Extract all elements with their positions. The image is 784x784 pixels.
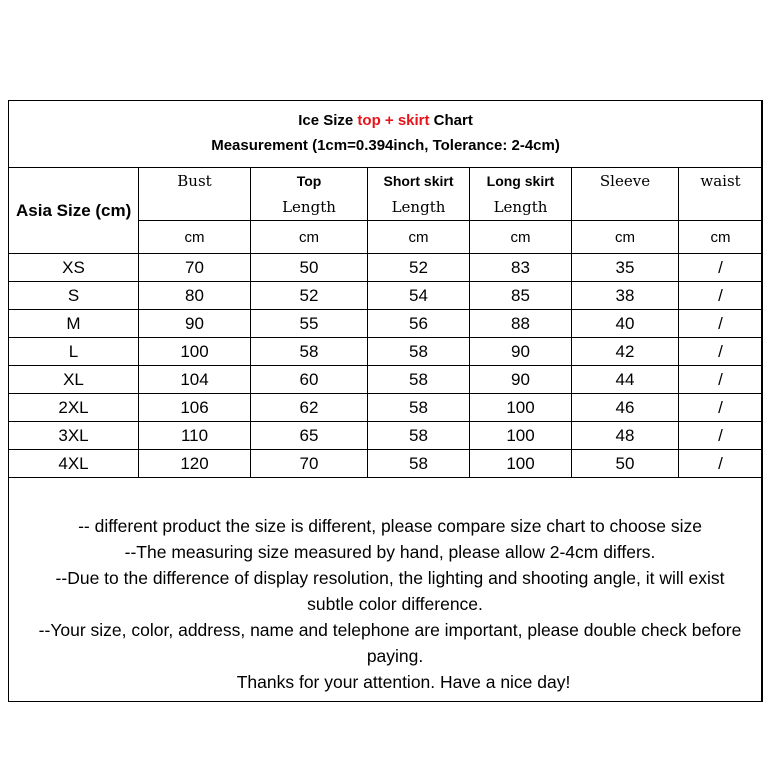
table-row: [9, 394, 763, 422]
measure-cell: 104: [139, 366, 251, 394]
measure-cell: 100: [470, 422, 572, 450]
measure-cell: /: [679, 254, 763, 282]
note-line: --Your size, color, address, name and telephone are important, please double check before: [38, 619, 742, 640]
table-row: [9, 450, 763, 478]
col-header-sleeve: Sleeve: [572, 168, 679, 221]
measure-cell: 120: [139, 450, 251, 478]
measure-cell: 83: [470, 254, 572, 282]
measure-cell: 52: [368, 254, 470, 282]
note-line: --Due to the difference of display resolution, the lighting and shooting angle, it will exist: [55, 567, 725, 588]
measure-cell: 90: [470, 366, 572, 394]
table-row: [9, 310, 763, 338]
measure-cell: /: [679, 282, 763, 310]
note-line: -- different product the size is different, please compare size chart to choose size: [78, 515, 702, 536]
unit-cell: cm: [251, 221, 368, 254]
measure-cell: 50: [572, 450, 679, 478]
chart-title-line1: [9, 109, 762, 133]
measure-cell: 70: [139, 254, 251, 282]
title-highlight: top + skirt: [357, 112, 430, 129]
unit-cell: cm: [139, 221, 251, 254]
measure-cell: 48: [572, 422, 679, 450]
table-row: [9, 282, 763, 310]
table-body: [9, 254, 763, 478]
size-chart-table: [8, 100, 763, 702]
size-label-cell: XL: [9, 366, 139, 394]
table-row: [9, 366, 763, 394]
measure-cell: 40: [572, 310, 679, 338]
col-header-bust: Bust: [139, 168, 251, 221]
note-line: --The measuring size measured by hand, please allow 2-4cm differs.: [124, 541, 656, 562]
thanks-line: Thanks for your attention. Have a nice day!: [236, 671, 571, 692]
col-header-waist: waist: [679, 168, 763, 221]
unit-cell: cm: [679, 221, 763, 254]
notes-block: [9, 485, 762, 695]
notes-cell: [9, 478, 763, 702]
measure-cell: 110: [139, 422, 251, 450]
title-prefix: Ice Size: [298, 112, 358, 129]
measure-cell: 50: [251, 254, 368, 282]
measure-cell: 100: [470, 450, 572, 478]
measure-cell: 58: [368, 394, 470, 422]
title-suffix: Chart: [429, 112, 473, 129]
unit-cell: cm: [470, 221, 572, 254]
table-row: [9, 338, 763, 366]
measure-cell: 62: [251, 394, 368, 422]
measure-cell: 58: [368, 338, 470, 366]
size-label-cell: 3XL: [9, 422, 139, 450]
col-header-long-skirt-length: Long skirt Length: [470, 168, 572, 221]
table-row: [9, 422, 763, 450]
measure-cell: /: [679, 366, 763, 394]
table-row: [9, 254, 763, 282]
chart-title: [9, 101, 763, 168]
measure-cell: /: [679, 422, 763, 450]
measure-cell: 58: [368, 422, 470, 450]
measure-cell: 90: [139, 310, 251, 338]
measure-cell: 44: [572, 366, 679, 394]
chart-title-line2: Measurement (1cm=0.394inch, Tolerance: 2-4cm): [211, 137, 560, 154]
measure-cell: 58: [368, 450, 470, 478]
measure-cell: /: [679, 338, 763, 366]
measure-cell: 58: [368, 366, 470, 394]
measure-cell: 54: [368, 282, 470, 310]
unit-cell: cm: [572, 221, 679, 254]
size-label-cell: 2XL: [9, 394, 139, 422]
measure-cell: /: [679, 310, 763, 338]
measure-cell: 52: [251, 282, 368, 310]
size-label-cell: 4XL: [9, 450, 139, 478]
note-line: subtle color difference.: [307, 593, 483, 614]
size-label-cell: L: [9, 338, 139, 366]
size-label-cell: XS: [9, 254, 139, 282]
measure-cell: /: [679, 394, 763, 422]
measure-cell: 58: [251, 338, 368, 366]
size-label-cell: S: [9, 282, 139, 310]
measure-cell: 56: [368, 310, 470, 338]
measure-cell: 46: [572, 394, 679, 422]
measure-cell: 55: [251, 310, 368, 338]
measure-cell: 60: [251, 366, 368, 394]
note-line: paying.: [366, 645, 424, 666]
col-header-top-length: Top Length: [251, 168, 368, 221]
measure-cell: 100: [470, 394, 572, 422]
measure-cell: 100: [139, 338, 251, 366]
unit-cell: cm: [368, 221, 470, 254]
measure-cell: 70: [251, 450, 368, 478]
measure-cell: 42: [572, 338, 679, 366]
measure-cell: 88: [470, 310, 572, 338]
asia-size-header: Asia Size (cm): [9, 168, 139, 254]
measure-cell: 106: [139, 394, 251, 422]
measure-cell: 65: [251, 422, 368, 450]
measure-cell: 35: [572, 254, 679, 282]
col-header-short-skirt-length: Short skirt Length: [368, 168, 470, 221]
measure-cell: 80: [139, 282, 251, 310]
measure-cell: 90: [470, 338, 572, 366]
measure-cell: /: [679, 450, 763, 478]
measure-cell: 85: [470, 282, 572, 310]
size-label-cell: M: [9, 310, 139, 338]
measure-cell: 38: [572, 282, 679, 310]
